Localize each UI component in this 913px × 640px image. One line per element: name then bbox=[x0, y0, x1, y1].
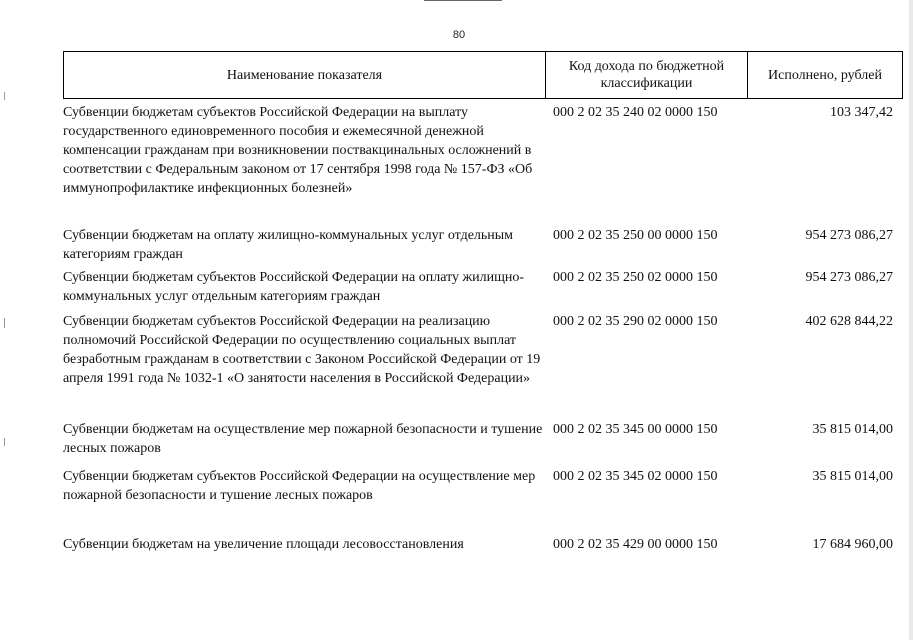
row-amount: 954 273 086,27 bbox=[805, 228, 893, 243]
page-number: 80 bbox=[452, 29, 466, 41]
scan-mark bbox=[4, 318, 5, 328]
row-code: 000 2 02 35 429 00 0000 150 bbox=[553, 537, 718, 552]
row-code: 000 2 02 35 250 02 0000 150 bbox=[553, 270, 718, 285]
page-edge bbox=[909, 0, 913, 640]
row-name: Субвенции бюджетам субъектов Российской Федерации на осуществление мер пожарной безопасности и тушение лесных пожаров bbox=[63, 469, 536, 503]
row-name: Субвенции бюджетам на оплату жилищно-коммунальных услуг отдельным категориям граждан bbox=[63, 228, 514, 262]
row-code: 000 2 02 35 345 00 0000 150 bbox=[553, 422, 718, 437]
row-name: Субвенции бюджетам субъектов Российской Федерации на реализацию полномочий Российской Федерации по осуществлению социальных выплат безработным гражданам в соответствии с Законом Российской Федерации от 19 апреля 1991 года № 1032-1 «О занятости населения в Российской Федерации» bbox=[63, 314, 541, 386]
row-code: 000 2 02 35 240 02 0000 150 bbox=[553, 105, 718, 120]
header-amount: Исполнено, рублей bbox=[768, 67, 882, 83]
row-amount: 103 347,42 bbox=[830, 105, 893, 120]
scan-mark bbox=[4, 438, 5, 446]
row-name: Субвенции бюджетам субъектов Российской Федерации на оплату жилищно-коммунальных услуг отдельным категориям граждан bbox=[63, 270, 525, 304]
row-amount: 17 684 960,00 bbox=[812, 537, 893, 552]
row-name: Субвенции бюджетам на увеличение площади лесовосстановления bbox=[63, 537, 464, 552]
header-name: Наименование показателя bbox=[64, 52, 546, 98]
row-name: Субвенции бюджетам субъектов Российской Федерации на выплату государственного единовременного пособия и ежемесячной денежной компенсации гражданам при возникновении поствакцинальных осложнений в соответствии с Федеральным законом от 17 сентября 1998 года № 157-ФЗ «Об иммунопрофилактике инфекционных болезней» bbox=[63, 105, 533, 196]
top-rule bbox=[424, 0, 502, 1]
header-code: Код дохода по бюджетной классификации bbox=[546, 52, 748, 98]
row-code: 000 2 02 35 290 02 0000 150 bbox=[553, 314, 718, 329]
row-code: 000 2 02 35 345 02 0000 150 bbox=[553, 469, 718, 484]
row-amount: 35 815 014,00 bbox=[812, 469, 893, 484]
row-amount: 35 815 014,00 bbox=[812, 422, 893, 437]
row-code: 000 2 02 35 250 00 0000 150 bbox=[553, 228, 718, 243]
row-name: Субвенции бюджетам на осуществление мер пожарной безопасности и тушение лесных пожаров bbox=[63, 422, 543, 456]
row-amount: 402 628 844,22 bbox=[805, 314, 893, 329]
scan-mark bbox=[4, 92, 5, 100]
row-amount: 954 273 086,27 bbox=[805, 270, 893, 285]
table-header bbox=[63, 51, 903, 99]
